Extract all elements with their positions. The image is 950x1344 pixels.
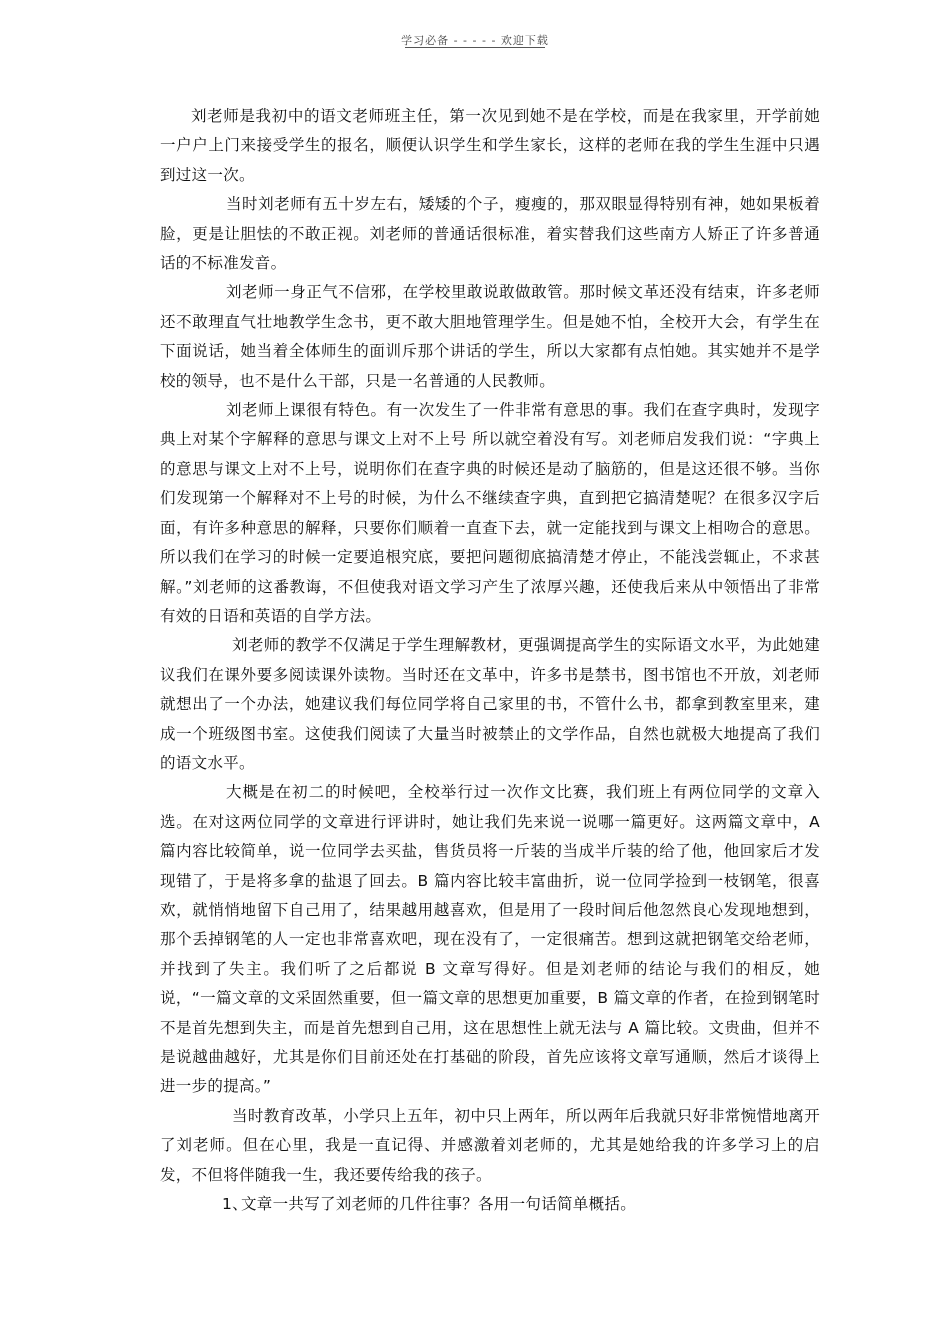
paragraph-6: 大概是在初二的时候吧，全校举行过一次作文比赛，我们班上有两位同学的文章入选。在对这两位同学的文章进行评讲时，她让我们先来说一说哪一篇更好。这两篇文章中，A 篇内容比较简单，说一位同学去买盐，售货员将一斤装的当成半斤装的给了他，他回家后才发现错了，于是将多拿的盐退了回去。B 篇内容比较丰富曲折，说一位同学捡到一枝钢笔，很喜欢，就悄悄地留下自己用了，结果越用越喜欢，但是用了一段时间后他忽然良心发现地想到，那个丢掉钢笔的人一定也非常喜欢吧，现在没有了，一定很痛苦。想到这就把钢笔交给老师，并找到了失主。我们听了之后都说 B 文章写得好。但是刘老师的结论与我们的相反，她说，“一篇文章的文采固然重要，但一篇文章的思想更加重要，B 篇文章的作者，在捡到钢笔时不是首先想到失主，而是首先想到自己用，这在思想性上就无法与 A 篇比较。文贵曲，但并不是说越曲越好，尤其是你们目前还处在打基础的阶段，首先应该将文章写通顺，然后才谈得上进一步的提高。” <box>160 783 820 1096</box>
article-body <box>160 102 820 1219</box>
paragraph-7: 当时教育改革，小学只上五年，初中只上两年，所以两年后我就只好非常惋惜地离开了刘老师。但在心里，我是一直记得、并感激着刘老师的，尤其是她给我的许多学习上的启发，不但将伴随我一生，我还要传给我的孩子。 <box>160 1106 820 1184</box>
paragraph-5: 刘老师的教学不仅满足于学生理解教材，更强调提高学生的实际语文水平，为此她建议我们在课外要多阅读课外读物。当时还在文革中，许多书是禁书，图书馆也不开放，刘老师就想出了一个办法，她建议我们每位同学将自己家里的书，不管什么书，都拿到教室里来，建成一个班级图书室。这使我们阅读了大量当时被禁止的文学作品，自然也就极大地提高了我们的语文水平。 <box>160 636 820 772</box>
header-divider <box>405 47 545 48</box>
paragraph-1: 刘老师是我初中的语文老师班主任，第一次见到她不是在学校，而是在我家里，开学前她一户户上门来接受学生的报名，顺便认识学生和学生家长，这样的老师在我的学生生涯中只遇到过这一次。 <box>160 107 820 184</box>
page-header: 学习必备 - - - - - 欢迎下载 <box>401 34 549 47</box>
paragraph-3: 刘老师一身正气不信邪，在学校里敢说敢做敢管。那时候文革还没有结束，许多老师还不敢理直气壮地教学生念书，更不敢大胆地管理学生。但是她不怕，全校开大会，有学生在下面说话，她当着全体师生的面训斥那个讲话的学生，所以大家都有点怕她。其实她并不是学校的领导，也不是什么干部，只是一名普通的人民教师。 <box>160 283 820 390</box>
paragraph-4: 刘老师上课很有特色。有一次发生了一件非常有意思的事。我们在查字典时，发现字典上对某个字解释的意思与课文上对不上号 所以就空着没有写。刘老师启发我们说：“字典上的意思与课文上对不上号，说明你们在查字典的时候还是动了脑筋的，但是这还很不够。当你们发现第一个解释对不上号的时候，为什么不继续查字典，直到把它搞清楚呢？在很多汉字后面，有许多种意思的解释，只要你们顺着一直查下去，就一定能找到与课文上相吻合的意思。所以我们在学习的时候一定要追根究底，要把问题彻底搞清楚才停止，不能浅尝辄止，不求甚解。”刘老师的这番教诲，不但使我对语文学习产生了浓厚兴趣，还使我后来从中领悟出了非常有效的日语和英语的自学方法。 <box>160 401 820 625</box>
paragraph-2: 当时刘老师有五十岁左右，矮矮的个子，瘦瘦的，那双眼显得特别有神，她如果板着脸，更是让胆怯的不敢正视。刘老师的普通话很标准，着实替我们这些南方人矫正了许多普通话的不标准发音。 <box>160 195 820 273</box>
question-1 <box>160 1190 820 1219</box>
question-text: 文章一共写了刘老师的几件往事？各用一句话简单概括。 <box>241 1195 637 1214</box>
question-number: 1、 <box>222 1195 248 1214</box>
